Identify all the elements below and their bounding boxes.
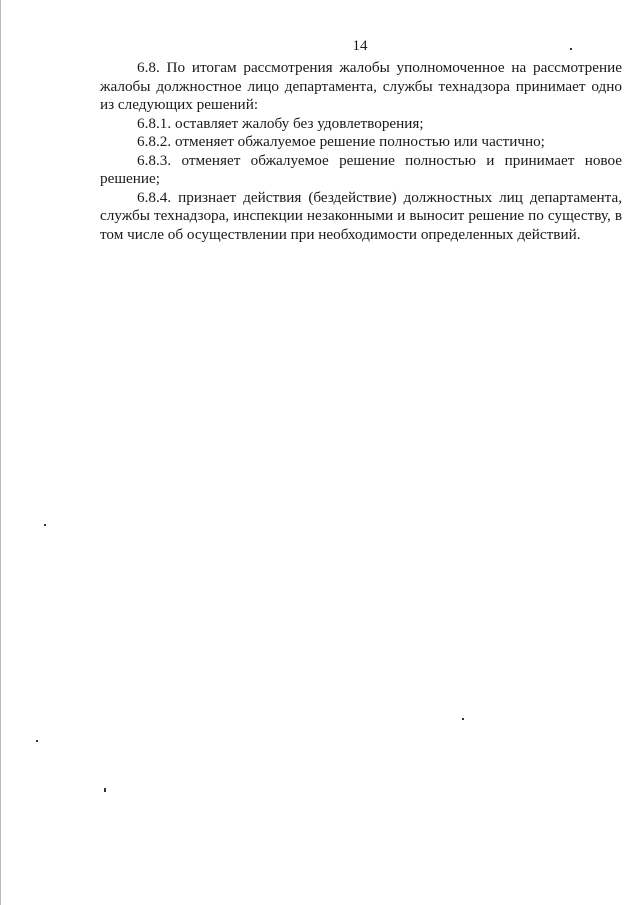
scan-speck bbox=[570, 48, 572, 50]
text-line: службы технадзора, инспекции незаконными и выносит решение по существу, в bbox=[100, 207, 622, 224]
item-6-8-3: 6.8.3. отменяет обжалуемое решение полностью и принимает новое bbox=[137, 152, 622, 169]
text-line: решение; bbox=[100, 170, 160, 187]
text-line: из следующих решений: bbox=[100, 96, 259, 113]
scan-speck bbox=[462, 718, 464, 720]
text-line: том числе об осуществлении при необходимости определенных действий. bbox=[100, 226, 581, 243]
scan-speck bbox=[36, 740, 38, 742]
text-line: жалобы должностное лицо департамента, службы технадзора принимает одно bbox=[100, 78, 622, 95]
scan-speck bbox=[104, 788, 106, 792]
text-line: 6.8. По итогам рассмотрения жалобы уполномоченное на рассмотрение bbox=[137, 59, 622, 76]
page-number: 14 bbox=[352, 38, 368, 54]
item-6-8-2: 6.8.2. отменяет обжалуемое решение полностью или частично; bbox=[137, 133, 545, 150]
item-6-8-1: 6.8.1. оставляет жалобу без удовлетворения; bbox=[137, 115, 424, 132]
scan-edge bbox=[0, 0, 1, 905]
scan-speck bbox=[44, 524, 46, 526]
item-6-8-4: 6.8.4. признает действия (бездействие) должностных лиц департамента, bbox=[137, 189, 622, 206]
